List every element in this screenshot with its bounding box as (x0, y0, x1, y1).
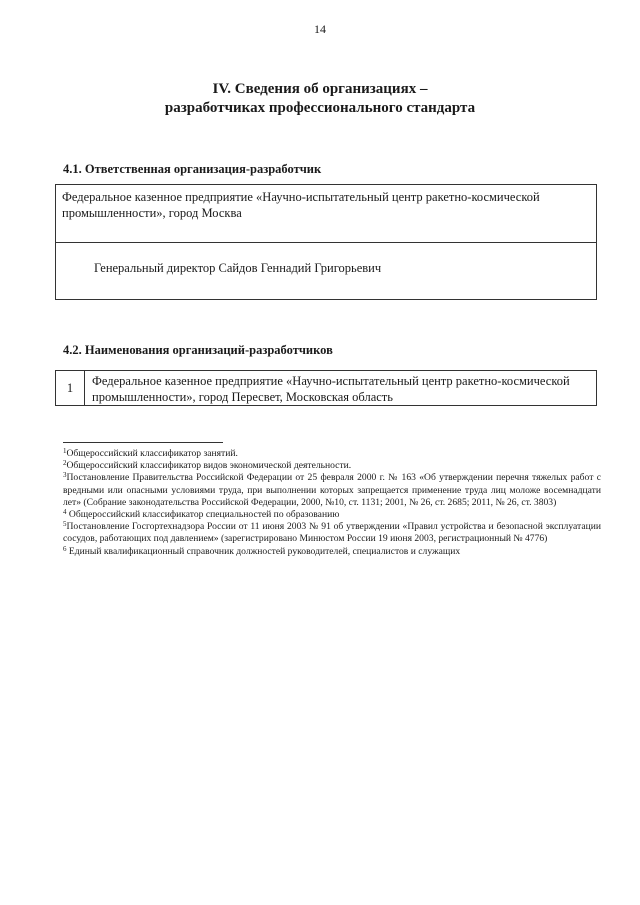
page-number: 14 (314, 22, 326, 36)
footnote-mark: 3 (63, 471, 67, 480)
footnote-text: Общероссийский классификатор видов экономической деятельности. (66, 460, 352, 472)
responsible-person: Генеральный директор Сайдов Геннадий Григорьевич (94, 261, 382, 275)
developer-row-name: Федеральное казенное предприятие «Научно-испытательный центр ракетно-космической промышленности», город Пересвет, Московская область (92, 374, 570, 404)
footnote-text: Единый квалификационный справочник должностей руководителей, специалистов и служащих (66, 545, 461, 557)
footnote (63, 460, 601, 472)
footnote-mark: 2 (63, 459, 67, 468)
footnote-separator (63, 442, 223, 443)
section-title (0, 80, 640, 118)
footnote-mark: 1 (63, 447, 67, 455)
footnotes (63, 448, 601, 558)
responsible-org-heading: 4.1. Ответственная организация-разработчик (63, 162, 322, 176)
table-divider (56, 242, 596, 243)
footnote-mark: 5 (63, 520, 67, 529)
footnote-mark: 4 (63, 508, 67, 517)
footnote-text: Общероссийский классификатор специальностей по образованию (66, 509, 340, 521)
footnote (63, 448, 601, 460)
developer-orgs-heading: 4.2. Наименования организаций-разработчиков (63, 343, 333, 357)
section-title-line-2: разработчиках профессионального стандарта (164, 100, 476, 116)
developer-orgs-table (55, 370, 597, 406)
section-title-line-1: IV. Сведения об организациях – (212, 81, 428, 97)
footnote-text: Постановление Госгортехнадзора России от 11 июня 2003 № 91 об утверждении «Правил устройства и безопасной эксплуатации сосудов, работающих под давлением» (зарегистрировано Минюстом России 19 июня 2003, регистрационный № 4776) (63, 521, 601, 545)
footnote (63, 521, 601, 545)
footnote-text: Общероссийский классификатор занятий. (66, 448, 238, 459)
footnote (63, 472, 601, 509)
developer-row-number: 1 (56, 371, 85, 405)
footnote-mark: 6 (63, 544, 67, 553)
responsible-org-table (55, 184, 597, 300)
footnote-text: Постановление Правительства Российской Федерации от 25 февраля 2000 г. № 163 «Об утверждении перечня тяжелых работ с вредными или опасными условиями труда, при выполнении которых запрещается применение труда лиц моложе восемнадцати лет» (Собрание законодательства Российской Федерации, 2000, №10, ст. 1131; 2001, № 26, ст. 2685; 2011, № 26, ст. 3803) (63, 472, 601, 508)
responsible-org-name: Федеральное казенное предприятие «Научно-испытательный центр ракетно-космической промышленности», город Москва (62, 190, 540, 220)
footnote (63, 509, 601, 521)
footnote (63, 546, 601, 558)
